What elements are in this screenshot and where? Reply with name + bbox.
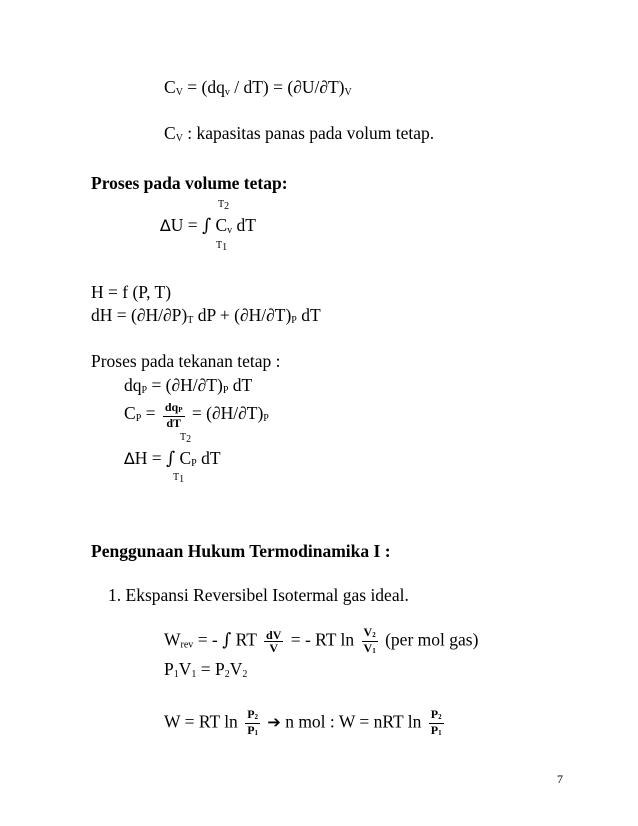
text: = bbox=[141, 403, 160, 424]
text: dq bbox=[124, 375, 142, 395]
text: = (∂H/∂T) bbox=[147, 375, 223, 395]
integral-symbol: ∫ bbox=[165, 449, 176, 469]
text: n mol : W = nRT ln bbox=[280, 711, 426, 732]
subscript: P bbox=[291, 315, 297, 326]
integral-symbol: ∫ bbox=[201, 216, 212, 236]
heading-constant-volume: Proses pada volume tetap: bbox=[91, 173, 288, 193]
subscript: P bbox=[141, 385, 148, 396]
work-reversible-equation bbox=[164, 626, 478, 657]
cv-definition bbox=[164, 76, 352, 98]
text: = (∂H/∂T) bbox=[187, 403, 264, 424]
subscript: V bbox=[175, 87, 183, 98]
fraction-p2-p1: $\frac{P2}{P1}$ bbox=[247, 707, 259, 737]
arrow-right-icon: ➔ bbox=[267, 712, 281, 732]
dqp-equation bbox=[124, 374, 252, 396]
subscript: P bbox=[222, 385, 229, 396]
boyle-law-equation: $P_1V_1 = P_2V_2$ bbox=[164, 659, 248, 680]
delta-symbol: ∆ bbox=[160, 216, 171, 235]
text: (per mol gas) bbox=[380, 629, 479, 650]
text: / dT) = (∂U/∂T) bbox=[229, 77, 345, 97]
text: dT bbox=[228, 375, 253, 395]
subscript: rev bbox=[180, 639, 194, 651]
constant-pressure-title: Proses pada tekanan tetap : bbox=[91, 351, 281, 371]
text: dH = (∂H/∂P) bbox=[91, 305, 188, 325]
text: C bbox=[164, 77, 176, 97]
subscript: v bbox=[224, 87, 230, 98]
subscript: V bbox=[344, 87, 352, 98]
subscript: P bbox=[135, 413, 142, 425]
cp-equation bbox=[124, 401, 269, 429]
integral-lower-limit: T1 bbox=[173, 472, 185, 485]
text: C bbox=[164, 123, 176, 143]
text: dT bbox=[296, 305, 321, 325]
text: : kapasitas panas pada volum tetap. bbox=[182, 123, 435, 143]
delta-h-integral bbox=[124, 447, 221, 470]
dh-differential bbox=[91, 304, 321, 326]
text: dP + (∂H/∂T) bbox=[193, 305, 292, 325]
delta-symbol: ∆ bbox=[124, 449, 135, 468]
text: C bbox=[211, 215, 228, 235]
integral-lower-limit: T1 bbox=[216, 240, 228, 253]
subscript: V bbox=[175, 133, 183, 144]
subscript: T bbox=[187, 315, 194, 326]
work-pressure-equation bbox=[164, 708, 447, 739]
subscript: v bbox=[227, 225, 233, 236]
fraction-dv-v: $\frac{dV}{V}$ bbox=[266, 628, 282, 655]
integral-upper-limit: T2 bbox=[180, 432, 192, 445]
subscript: P bbox=[191, 458, 197, 469]
fraction-p2-p1: $\frac{P2}{P1}$ bbox=[430, 707, 442, 737]
text: = - RT ln bbox=[286, 629, 359, 650]
text: W bbox=[164, 629, 181, 650]
text: dT bbox=[196, 448, 221, 468]
heading-first-law: Penggunaan Hukum Termodinamika I : bbox=[91, 541, 391, 561]
text: U = bbox=[170, 215, 202, 235]
integral-symbol: ∫ bbox=[222, 630, 232, 651]
text: = (dq bbox=[182, 77, 225, 97]
enthalpy-function: H = f (P, T) bbox=[91, 282, 172, 302]
text: C bbox=[124, 403, 136, 424]
cv-description bbox=[164, 122, 434, 144]
text: C bbox=[175, 448, 192, 468]
text: dT bbox=[232, 215, 256, 235]
text: H = bbox=[134, 448, 166, 468]
text: = - bbox=[193, 629, 223, 650]
subscript: P bbox=[263, 413, 269, 425]
fraction-v2-v1: $\frac{V2}{V1}$ bbox=[363, 625, 376, 655]
page-number: 7 bbox=[557, 772, 563, 786]
isothermal-expansion-item: 1. Ekspansi Reversibel Isotermal gas ideal. bbox=[108, 585, 409, 605]
delta-u-integral bbox=[160, 214, 256, 237]
text: RT bbox=[231, 629, 262, 650]
integral-upper-limit: T2 bbox=[218, 199, 230, 212]
text: W = RT ln bbox=[164, 711, 243, 732]
fraction-dqp-dt: $\frac{\text{dqP}}{dT}$ bbox=[164, 400, 183, 430]
